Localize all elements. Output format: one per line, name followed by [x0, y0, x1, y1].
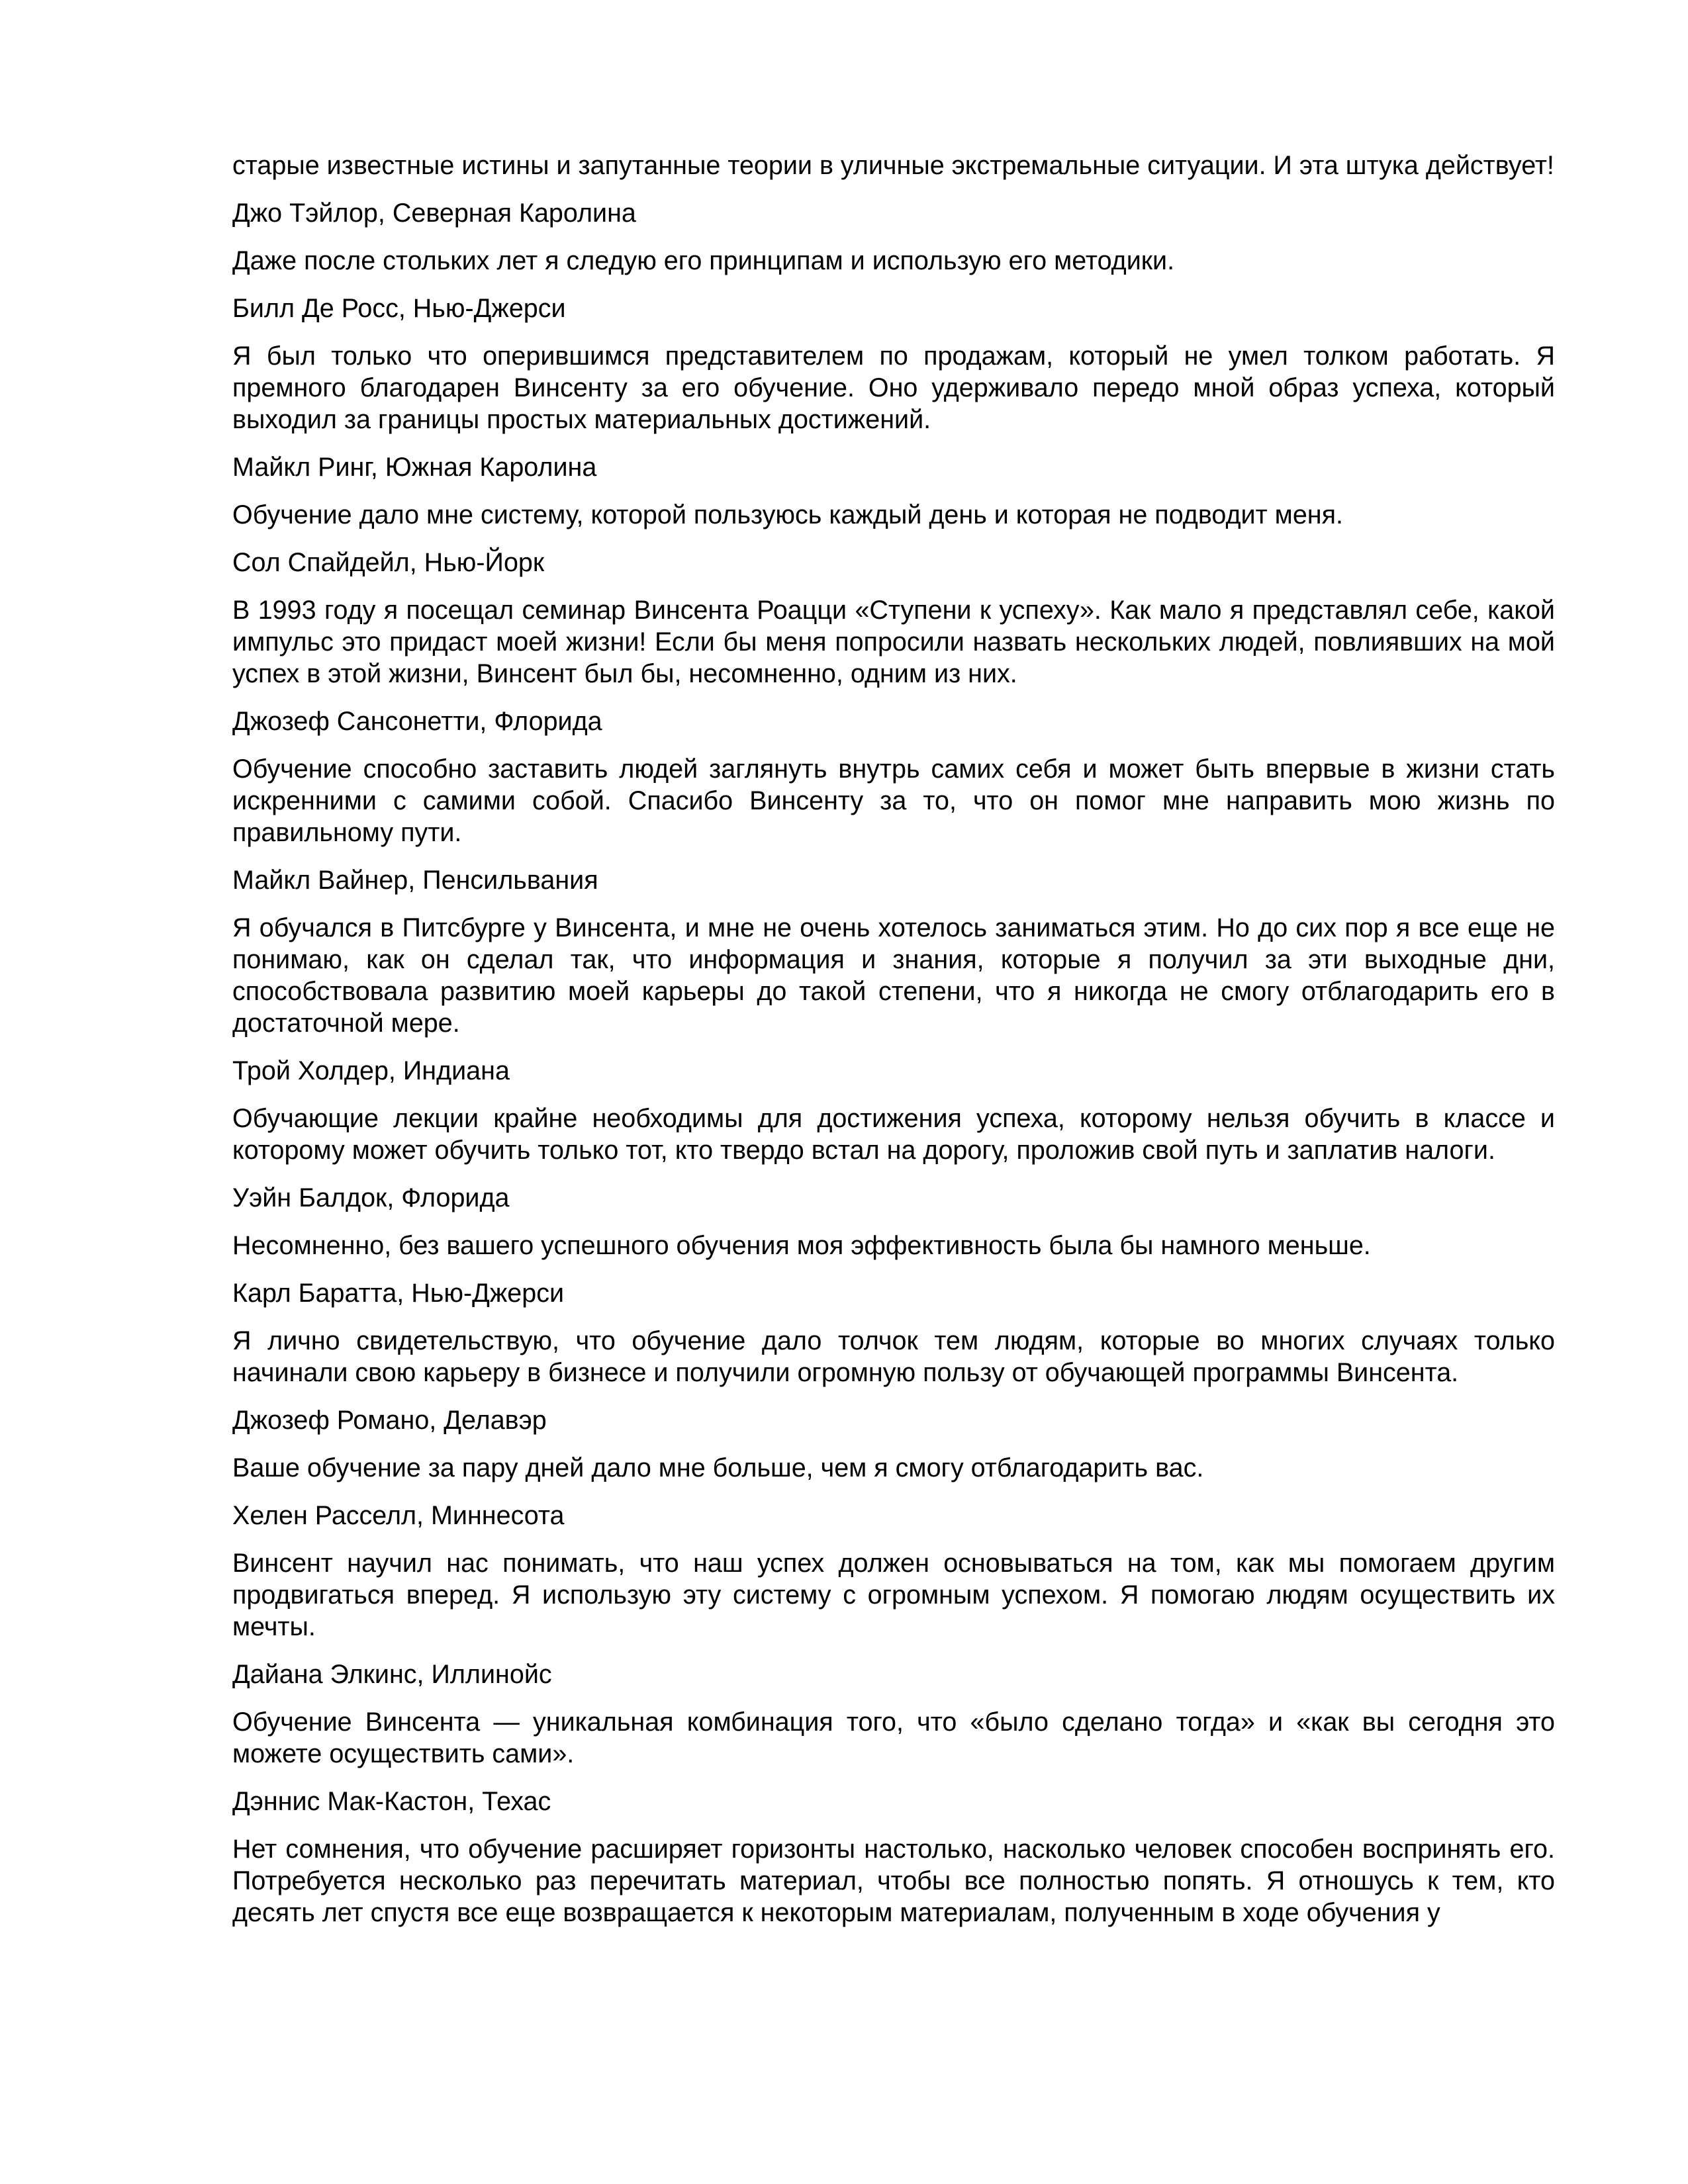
testimonial-text: Несомненно, без вашего успешного обучения моя эффективность была бы намного меньше. [232, 1231, 1371, 1260]
testimonial-author: Дэннис Мак-Кастон, Техас [232, 1787, 551, 1816]
testimonial-text: Я был только что оперившимся представителем по продажам, который не умел толком работать. Я премного благодарен Винсенту за его обучение. Оно удерживало передо мной образ успеха, который выходил за границы простых материальных достижений. [232, 341, 1555, 434]
testimonial-text: Ваше обучение за пару дней дало мне больше, чем я смогу отблагодарить вас. [232, 1453, 1204, 1482]
testimonial-author: Джозеф Сансонетти, Флорида [232, 707, 602, 736]
testimonial-author: Уэйн Балдок, Флорида [232, 1183, 510, 1212]
testimonial-author: Майкл Ринг, Южная Каролина [232, 453, 597, 482]
testimonial-author: Сол Спайдейл, Нью-Йорк [232, 548, 545, 577]
testimonial-text: Я лично свидетельствую, что обучение дало толчок тем людям, которые во многих случаях только начинали свою карьеру в бизнесе и получили огромную пользу от обучающей программы Винсента. [232, 1326, 1555, 1387]
document-page [232, 150, 1555, 1944]
testimonial-text: В 1993 году я посещал семинар Винсента Роацци «Ступени к успеху». Как мало я представлял себе, какой импульс это придаст моей жизни! Если бы меня попросили назвать нескольких людей, повлиявших на мой успех в этой жизни, Винсент был бы, несомненно, одним из них. [232, 596, 1555, 688]
testimonial-text: Я обучался в Питсбурге у Винсента, и мне не очень хотелось заниматься этим. Но до сих пор я все еще не понимаю, как он сделал так, что информация и знания, которые я получил за эти выходные дни, способствовала развитию моей карьеры до такой степени, что я никогда не смогу отблагодарить его в достаточной мере. [232, 913, 1555, 1038]
testimonial-author: Джозеф Романо, Делавэр [232, 1406, 547, 1435]
testimonial-author: Хелен Расселл, Миннесота [232, 1501, 565, 1530]
testimonial-text: Даже после стольких лет я следую его принципам и использую его методики. [232, 246, 1175, 275]
testimonial-text-opening: старые известные истины и запутанные теории в уличные экстремальные ситуации. И эта штука действует! [232, 151, 1554, 180]
testimonial-text: Обучение Винсента — уникальная комбинация того, что «было сделано тогда» и «как вы сегодня это можете осуществить сами». [232, 1707, 1555, 1768]
testimonial-text: Обучающие лекции крайне необходимы для достижения успеха, которому нельзя обучить в классе и которому может обучить только тот, кто твердо встал на дорогу, проложив свой путь и заплатив налоги. [232, 1104, 1555, 1165]
testimonial-author: Майкл Вайнер, Пенсильвания [232, 866, 598, 895]
testimonial-text: Обучение дало мне систему, которой пользуюсь каждый день и которая не подводит меня. [232, 500, 1343, 529]
testimonial-author: Билл Де Росс, Нью-Джерси [232, 294, 566, 323]
testimonial-author: Карл Баратта, Нью-Джерси [232, 1279, 565, 1308]
testimonial-text: Нет сомнения, что обучение расширяет горизонты настолько, насколько человек способен воспринять его. Потребуется несколько раз перечитать материал, чтобы все полностью попять. Я отношусь к тем, кто десять лет спустя все еще возвращается к некоторым материалам, полученным в ходе обучения у [232, 1835, 1555, 1927]
testimonial-author: Джо Тэйлор, Северная Каролина [232, 199, 636, 228]
testimonial-text: Обучение способно заставить людей заглянуть внутрь самих себя и может быть впервые в жизни стать искренними с самими собой. Спасибо Винсенту за то, что он помог мне направить мою жизнь по правильному пути. [232, 754, 1555, 847]
testimonial-text: Винсент научил нас понимать, что наш успех должен основываться на том, как мы помогаем другим продвигаться вперед. Я использую эту систему с огромным успехом. Я помогаю людям осуществить их мечты. [232, 1549, 1555, 1641]
testimonial-author: Трой Холдер, Индиана [232, 1056, 510, 1085]
testimonial-author: Дайана Элкинс, Иллинойс [232, 1660, 552, 1689]
